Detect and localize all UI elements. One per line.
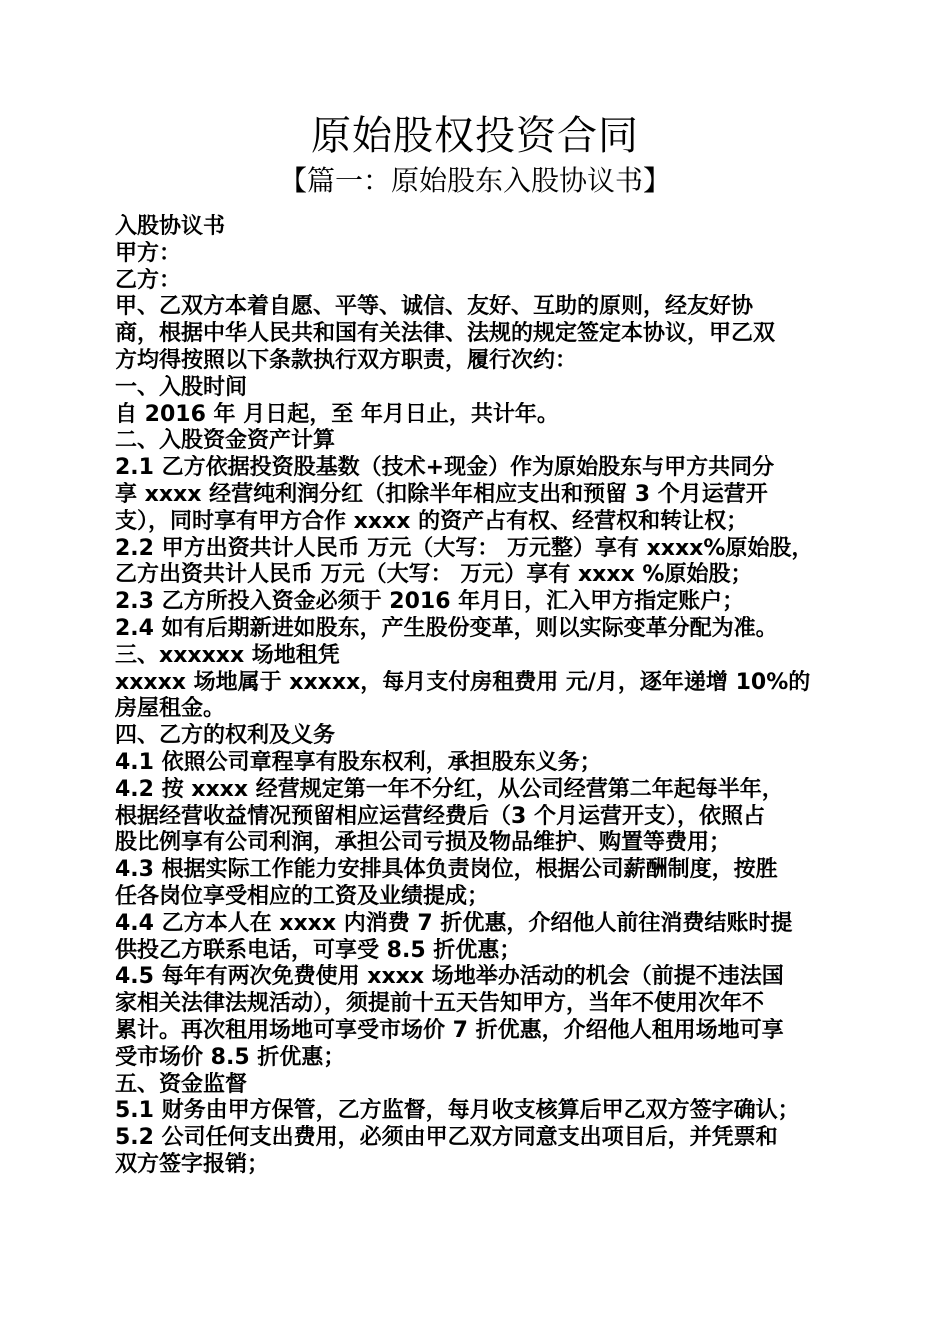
body-line: 乙方：	[115, 267, 182, 293]
body-line: 五、资金监督	[115, 1071, 248, 1097]
body-line: 供投乙方联系电话，可享受 8.5 折优惠；	[115, 937, 522, 963]
body-line: 4.5 每年有两次免费使用 xxxx 场地举办活动的机会（前提不违法国	[115, 964, 784, 990]
body-line: 乙方出资共计人民币 万元（大写： 万元）享有 xxxx %原始股；	[115, 562, 753, 588]
body-line: 享 xxxx 经营纯利润分红（扣除半年相应支出和预留 3 个月运营开	[115, 481, 768, 507]
body-line: 双方签字报销；	[115, 1151, 270, 1177]
body-line: xxxxx 场地属于 xxxxx，每月支付房租费用 元/月，逐年递增 10%的	[115, 669, 811, 695]
body-line: 受市场价 8.5 折优惠；	[115, 1044, 346, 1070]
body-line: 4.3 根据实际工作能力安排具体负责岗位，根据公司薪酬制度，按胜	[115, 857, 778, 883]
document-title: 原始股权投资合同	[311, 113, 639, 159]
document-body	[115, 214, 850, 1179]
body-line: 三、xxxxxx 场地租凭	[115, 642, 340, 668]
document-subtitle: 【篇一：原始股东入股协议书】	[278, 164, 671, 197]
body-line: 自 2016 年 月日起，至 年月日止，共计年。	[115, 401, 559, 427]
body-line: 任各岗位享受相应的工资及业绩提成；	[115, 883, 490, 909]
body-line: 支），同时享有甲方合作 xxxx 的资产占有权、经营权和转让权；	[115, 508, 749, 534]
body-line: 方均得按照以下条款执行双方职责，履行次约：	[115, 347, 578, 373]
body-line: 2.4 如有后期新进如股东，产生股份变革，则以实际变革分配为准。	[115, 615, 778, 641]
body-line: 一、入股时间	[115, 374, 248, 400]
body-line: 5.1 财务由甲方保管，乙方监督，每月收支核算后甲乙双方签字确认；	[115, 1098, 800, 1124]
body-line: 商，根据中华人民共和国有关法律、法规的规定签定本协议，甲乙双	[115, 321, 776, 347]
body-line: 家相关法律法规活动），须提前十五天告知甲方，当年不使用次年不	[115, 991, 765, 1017]
body-line: 四、乙方的权利及义务	[115, 723, 336, 749]
body-line: 2.2 甲方出资共计人民币 万元（大写： 万元整）享有 xxxx%原始股，	[115, 535, 814, 561]
body-line: 2.1 乙方依据投资股基数（技术+现金）作为原始股东与甲方共同分	[115, 455, 775, 481]
body-line: 二、入股资金资产计算	[115, 428, 336, 454]
body-line: 4.4 乙方本人在 xxxx 内消费 7 折优惠，介绍他人前往消费结账时提	[115, 910, 793, 936]
body-line: 入股协议书	[115, 214, 226, 239]
body-line: 甲、乙双方本着自愿、平等、诚信、友好、互助的原则，经友好协	[115, 294, 754, 320]
body-line: 4.2 按 xxxx 经营规定第一年不分红，从公司经营第二年起每半年，	[115, 776, 784, 802]
body-line: 4.1 依照公司章程享有股东权利，承担股东义务；	[115, 749, 602, 775]
body-line: 2.3 乙方所投入资金必须于 2016 年月日，汇入甲方指定账户；	[115, 589, 745, 615]
body-line: 股比例享有公司利润，承担公司亏损及物品维护、购置等费用；	[115, 830, 732, 856]
body-line: 5.2 公司任何支出费用，必须由甲乙双方同意支出项目后，并凭票和	[115, 1125, 778, 1151]
body-line: 根据经营收益情况预留相应运营经费后（3 个月运营开支），依照占	[115, 803, 765, 829]
body-line: 房屋租金。	[115, 696, 226, 722]
body-line: 累计。再次租用场地可享受市场价 7 折优惠，介绍他人租用场地可享	[115, 1017, 784, 1043]
body-line: 甲方：	[115, 240, 182, 266]
